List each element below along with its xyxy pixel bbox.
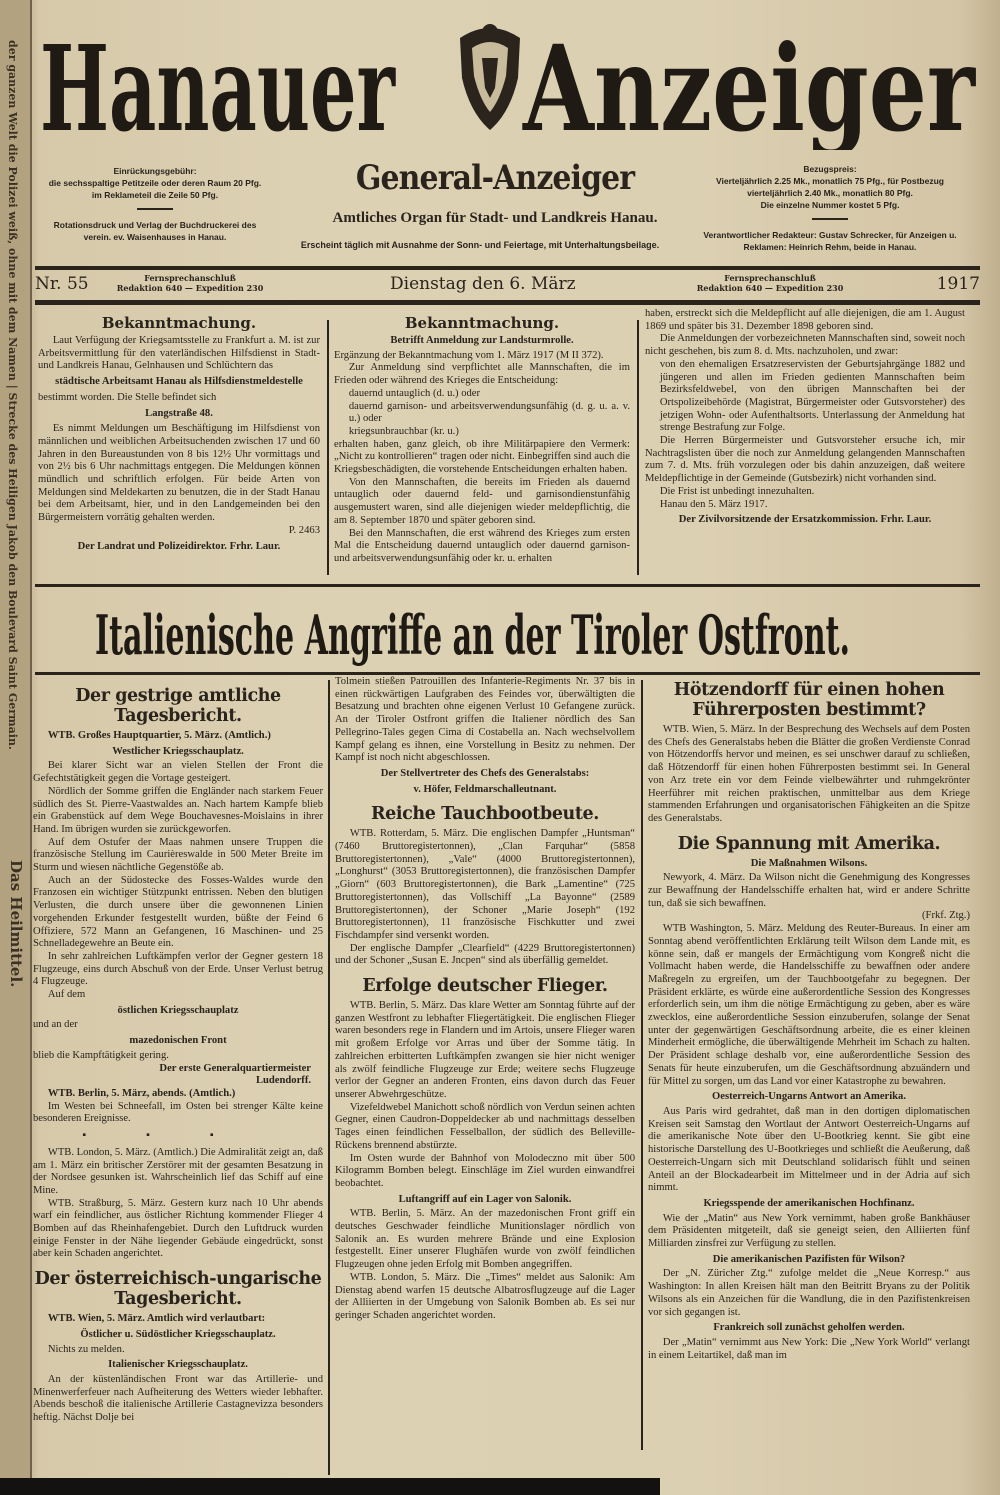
dateline-rule [35,300,980,305]
paragraph: WTB. Straßburg, 5. März. Gestern kurz nach 10 Uhr abends warf ein feindlicher, aus östlicher Richtung kommender Flieger 4 Bomben auf das Rheinhafengebiet. Durch den Luftdruck wurden einige Fenster in der Nähe liegender Gebäude eingedrückt, sonst aber kein Schaden angerichtet. [33,1197,323,1260]
signature: Der Stellvertreter des Chefs des Generalstabs: [380,767,590,779]
notice-right [645,308,965,580]
column-divider [327,320,329,575]
editor-info: Verantwortlicher Redakteur: Gustav Schrecker, für Anzeigen u. Reklamen: Heinrich Rehm, beide in Hanau. [703,230,957,252]
right-aligned-line: P. 2463 [288,524,320,536]
paragraph: In sehr zahlreichen Luftkämpfen verlor der Gegner gestern 18 Flugzeuge, eins durch Abschuß von der Erde. Unser Verlust betrug 4 Flugzeuge. [33,950,323,988]
paragraph: Im Osten wurde der Bahnhof von Molodeczno mit über 500 Kilogramm Bomben belegt. Einschläge im Ziel wurden einwandfrei beobachtet. [335,1152,635,1189]
signature: v. Höfer, Feldmarschalleutnant. [413,783,557,795]
adjacent-page-heading: Das Heilmittel. [7,860,25,988]
dateline [35,272,980,298]
centered-line: Langstraße 48. [145,407,213,419]
paragraph: Bei den Mannschaften, die erst während des Krieges zum ersten Mal die Entscheidung dauernd untauglich oder dauernd garnison- und arbeitsverwendungsunfähig oder kr. u. erhalten [334,527,630,564]
paragraph: Ergänzung der Bekanntmachung vom 1. März 1917 (M II 372). [334,349,604,361]
paragraph: Laut Verfügung der Kriegsamtsstelle zu Frankfurt a. M. ist zur Arbeitsvermittlung für den vaterländischen Hilfsdienst in Stadt- und Landkreis Hanau, Gelnhausen und Schlüchtern das [38,335,320,372]
subheading: Die amerikanischen Pazifisten für Wilson? [712,1253,906,1265]
separator: ▪▪▪ [82,1130,274,1142]
notice-title: Bekanntmachung. [404,314,560,332]
subheading: Oesterreich-Ungarns Antwort an Amerika. [712,1091,906,1103]
main-headline [95,598,855,668]
issue-year: 1917 [936,274,980,294]
article-headline: Erfolge deutscher Flieger. [362,976,608,997]
article-headline: Der österreichisch-ungarische Tagesbericht. [34,1269,322,1310]
paragraph: Der englische Dampfer „Clearfield“ (4229 Bruttoregistertonnen) und der Schoner „Susan E. Jncpen“ sind als überfällig gemeldet. [335,942,635,967]
advertising-rate-line: im Reklameteil die Zeile 50 Pfg. [91,190,219,200]
masthead-rule [35,266,980,270]
divider [812,218,848,220]
dateline-paragraph: WTB. Großes Hauptquartier, 5. März. (Amtlich.) [47,730,271,741]
advertising-rates-box [45,165,265,243]
issue-date: Dienstag den 6. März [390,274,576,294]
subheading: östlichen Kriegsschauplatz [117,1004,239,1016]
paragraph: Im Westen bei Schneefall, im Osten bei strenger Kälte keine besonderen Ereignisse. [33,1100,323,1125]
paragraph: Der „N. Züricher Ztg.“ zufolge meldet die „Neue Korresp.“ aus Washington: In allen Kreisen hält man den Beitritt Bryans zu der Politik Wilsons als ein Anzeichen für die Wandlung, die in den Pazifistenkreisen vor sich gegangen ist. [648,1268,970,1318]
phone-info-right [675,273,865,293]
paragraph: WTB. Wien, 5. März. In der Besprechung des Wechsels auf dem Posten des Chefs des Generalstabs heben die Blätter die großen Verdienste Conrad von Hötzendorffs hervor und meinen, es sei unschwer darauf zu schließen, daß Hötzendorff für einen hohen Führerposten bestimmt sei. In General von Arz trete ein vor dem Feinde vielbewährter und ruhmgekrönter Heerführer mit reichen praktischen, unmittelbar aus dem Kriege stammenden Erfahrungen und organisatorischen Fähigkeiten an die Spitze des Generalstabs. [648,724,970,824]
signature: Der Landrat und Polizeidirektor. Frhr. Laur. [77,540,281,552]
paragraph: Tolmein stießen Patrouillen des Infanterie-Regiments Nr. 37 bis in einen rückwärtigen Laufgraben des Feindes vor, überwältigten die Besatzung und brachten ohne eigenen Verlust 10 Gefangene zurück. An der Tiroler Ostfront griffen die Italiener nördlich des San Pellegrino-Tales gegen Cima di Costabella an. Nach wechselvollem Kampf gelang es ihnen, eine Vorstellung in Besitz zu nehmen. Der Kampf ist noch nicht abgeschlossen. [335,676,635,764]
paragraph: Zur Anmeldung sind verpflichtet alle Mannschaften, die im Frieden oder während des Krieges die Entscheidung: [334,362,630,387]
indented-item: von den ehemaligen Ersatzreservisten der Geburtsjahrgänge 1882 und jüngeren und allen im Frieden gedienten Mannschaften beim Bezirksfeldwebel, von den übrigen Mannschaften bei der Ortspolizeibehörde (Magistrat, Bürgermeister oder Gutsvorsteher) des jetzigen Wohn- oder Aufenthaltsorts. Unterlassung der Anmeldung hat strenge Bestrafung zur Folge. [659,358,965,434]
phone-label: Fernsprechanschluß [144,273,236,283]
subheading: Östlicher u. Südöstlicher Kriegsschauplatz. [80,1328,276,1340]
paragraph: Die Frist ist unbedingt innezuhalten. [659,485,815,497]
subheading: Kriegsspende der amerikanischen Hochfinanz. [703,1197,915,1209]
adjacent-page-text: der ganzen Welt die Polizei weiß, ohne mit dem Namen | Strecke des Heiligen Jakob den Boulevard Saint Germain. [6,40,19,750]
signature: Der Zivilvorsitzende der Ersatzkommission. Frhr. Laur. [678,514,932,526]
single-copy-price: Die einzelne Nummer kostet 5 Pfg. [760,200,900,210]
subheading: mazedonischen Front [129,1035,227,1047]
paragraph: Von den Mannschaften, die bereits im Frieden als dauernd untauglich oder dauernd feld- und garnisondienstunfähig ausgemustert waren, sind alle diejenigen wieder meldepflichtig, die am 8. September 1870 und später geboren sind. [334,476,630,526]
article-headline: Die Spannung mit Amerika. [677,833,941,854]
subheading: Italienischer Kriegsschauplatz. [108,1359,248,1371]
masthead-subtitle: General-Anzeiger [355,158,635,198]
paragraph: WTB. London, 5. März. (Amtlich.) Die Admiralität zeigt an, daß am 1. März ein britischer Zerstörer mit der gesamten Besatzung in der Nordsee gesunken ist. Wahrscheinlich lief das Schiff auf eine Mine. [33,1146,323,1196]
section-rule [35,584,980,587]
dateline-paragraph: WTB. Berlin, 5. März, abends. (Amtlich.) [47,1087,236,1099]
issue-number: Nr. 55 [35,274,89,294]
divider [137,208,173,210]
subheading: Frankreich soll zunächst geholfen werden. [713,1322,905,1334]
masthead-title-left: Hanauer [40,19,397,150]
paragraph: Aus Paris wird gedrahtet, daß man in den dortigen diplomatischen Kreisen seit Samstag den Wortlaut der Antwort Oesterreich-Ungarns auf die amerikanische Note über den U-Bootkrieg kennt. Sie gibt eine historische Darstellung des U-Bootkrieges und schließt die Aeußerung, daß Oesterreich-Ungarn sich mit Deutschland solidarisch fühlt und seinen Anteil an der Blockadearbeit im Mittelmeer und in der Adria auf sich nimmt. [648,1105,970,1194]
column-left [33,678,323,1478]
right-aligned-line: (Frkf. Ztg.) [922,910,970,922]
paragraph: WTB. Berlin, 5. März. An der mazedonischen Front griff ein deutsches Geschwader feindliche Munitionslager nördlich von Salonik an. Es wurden mehrere Brände und eine Explosion festgestellt. Einer unserer Flughäfen wurde von zwölf feindlichen Flugzeugen ohne jeden Erfolg mit Bomben angegriffen. [335,1208,635,1271]
paragraph: Auch an der Südostecke des Fosses-Waldes wurde den Franzosen ein wichtiger Stützpunkt entrissen. Neben den blutigen Verlusten, die durch unsere über die gewonnenen Linien vorgehenden Erkunder festgestellt wurden, büßte der Feind 6 Offiziere, 572 Mann an Gefangenen, 16 Maschinen- und 25 Schnelladegewehre an Beute ein. [33,874,323,950]
phone-info-left [95,273,285,293]
paragraph: Newyork, 4. März. Da Wilson nicht die Genehmigung des Kongresses zur Bewaffnung der Handelsschiffe erhalten hat, wird er andere Schritte tun, daß sie sich bewaffnen. [648,872,970,909]
subscription-price: Vierteljährlich 2.25 Mk., monatlich 75 Pfg., für Postbezug vierteljährlich 2.40 Mk., monatlich 80 Pfg. [716,176,944,198]
paragraph: Der „Matin“ vernimmt aus New York: Die „New York World“ verlangt in einem Leitartikel, daß man im [648,1336,970,1361]
official-organ-line: Amtliches Organ für Stadt- und Landkreis Hanau. [332,210,658,226]
paragraph: An der küstenländischen Front war das Artillerie- und Minenwerferfeuer nach Aufheiterung des Wetters wieder lebhafter. Abends beschoß die italienische Artillerie Castagnevizza besonders heftig. Nächst Dolje bei [33,1373,323,1424]
paragraph: erhalten haben, ganz gleich, ob ihre Militärpapiere den Vermerk: „Nicht zu kontrollieren“ tragen oder nicht. Einbegriffen sind auch die Kriegsbeschädigten, die vorstehende Entscheidungen erhalten haben. [334,438,630,476]
column-divider [328,680,330,1475]
dateline-paragraph: WTB. Wien, 5. März. Amtlich wird verlautbart: [47,1313,266,1325]
notice-title: Bekanntmachung. [101,314,257,332]
article-headline: Hötzendorff für einen hohen Führerposten bestimmt? [673,680,945,720]
subheading: Die Maßnahmen Wilsons. [750,857,868,869]
paragraph: Hanau den 5. März 1917. [659,498,768,510]
article-headline: Reiche Tauchbootbeute. [371,804,599,825]
paragraph: Vizefeldwebel Manichott schoß nördlich von Verdun seinen achten Gegner, einen Caudron-Doppeldecker ab und nachmittags desselben Tages einen feindlichen Fesselballon, der südlich des Belleville-Rückens brennend abstürzte. [335,1101,635,1151]
masthead [35,0,980,150]
paragraph: haben, erstreckt sich die Meldepflicht auf alle diejenigen, die am 1. August 1869 und später bis 31. Dezember 1898 geboren sind. [645,308,965,332]
subscription-box [700,163,960,253]
paragraph: WTB. Rotterdam, 5. März. Die englischen Dampfer „Huntsman“ (7460 Bruttoregistertonnen), „Clan Farquhar“ (5858 Bruttoregistertonnen), „Vale“ (4000 Bruttoregistertonnen), „Longhurst“ (3053 Bruttoregistertonnen), die französischen Dampfer „Giorn“ (603 Bruttoregistertonnen), die Bark „Lamentine“ (725 Bruttoregistertonnen), das Vollschiff „La Bayonne“ (2589 Bruttoregistertonnen), der Schoner „Marie Joseph“ (192 Bruttoregistertonnen), 11 französische Fischkutter und zwei Fischdampfer sind versenkt worden. [335,828,635,941]
indented-item: dauernd untauglich (d. u.) oder [348,387,481,399]
scan-edge [0,1478,660,1495]
paragraph: Nichts zu melden. [47,1343,125,1355]
masthead-title-right: Anzeiger [522,19,977,150]
publication-schedule: Erscheint täglich mit Ausnahme der Sonn- und Feiertage, mit Unterhaltungsbeilage. [300,240,660,250]
indented-item: kriegsunbrauchbar (kr. u.) [348,425,459,437]
paragraph: Auf dem [47,989,86,1001]
column-middle [335,676,635,1446]
column-divider [637,320,639,575]
signature: Der erste Generalquartiermeister [159,1062,311,1074]
paragraph: bestimmt worden. Die Stelle befindet sich [38,391,217,403]
paragraph: Die Anmeldungen der vorbezeichneten Mannschaften sind, soweit noch nicht geschehen, bis zum 8. d. Mts. nachzuholen, und zwar: [645,333,965,358]
indented-item: dauernd garnison- und arbeitsverwendungsunfähig (d. g. u. a. v. u.) oder [348,400,630,425]
paragraph: Nördlich der Somme griffen die Engländer nach starkem Feuer südlich des St. Pierre-Vaastwaldes an. Nach hartem Kampfe blieb ein Grabenstück auf dem Wege Bouchavesnes-Moislains in ihrer Hand. Im übrigen wurden sie zurückgeworfen. [33,785,323,835]
paragraph: WTB. Berlin, 5. März. Das klare Wetter am Sonntag führte auf der ganzen Westfront zu lebhafter Fliegertätigkeit. Die englischen Flieger waren besonders rege in Flandern und im Artois, unsere Flieger waren mit großem Erfolge vor Arras und über der Somme tätig. In zahlreichen erbitterten Luftkämpfen zwangen sie hier nicht weniger als zwölf feindliche Flugzeuge zur Erde; weitere sechs Flugzeuge verlor der Gegner an anderen Fronten, eins davon durch das Feuer unserer Abwehrgeschütze. [335,1000,635,1100]
main-headline-text: Italienische Angriffe an der Tiroler Ostfront. [95,603,850,667]
paragraph: blieb die Kampftätigkeit gering. [33,1049,169,1061]
subheading: Luftangriff auf ein Lager von Salonik. [398,1193,572,1205]
paragraph: Bei klarer Sicht war an vielen Stellen der Front die Gefechtstätigkeit gegen die Vortage gesteigert. [33,760,323,785]
publisher-info: Rotationsdruck und Verlag der Buchdruckerei des verein. ev. Waisenhauses in Hanau. [53,220,257,242]
notice-middle [334,314,630,580]
coat-of-arms-icon [440,18,540,138]
subheading: Betrifft Anmeldung zur Landsturmrolle. [390,335,574,346]
article-headline: Der gestrige amtliche Tagesbericht. [75,686,281,726]
paragraph: WTB. London, 5. März. Die „Times“ meldet aus Salonik: Am Dienstag abend warfen 15 deutsche Albatrosflugzeuge auf die Lager der Alliierten in der Umgebung von Salonik Bomben ab. Es sei nur geringer Schaden angerichtet worden. [335,1271,635,1321]
advertising-rates-heading: Einrückungsgebühr: [113,166,197,176]
subheading: Westlicher Kriegsschauplatz. [112,745,244,757]
centered-line: städtische Arbeitsamt Hanau als Hilfsdienstmeldestelle [55,376,303,388]
paragraph: und an der [33,1019,78,1031]
subscription-heading: Bezugspreis: [803,164,857,174]
phone-label: Fernsprechanschluß [724,273,816,283]
advertising-rate-line: die sechsspaltige Petitzeile oder deren Raum 20 Pfg. [48,178,262,188]
adjacent-page-margin [0,0,32,1495]
phone-numbers: Redaktion 640 — Expedition 230 [116,283,264,293]
column-divider [641,680,643,1450]
paragraph: Es nimmt Meldungen um Beschäftigung im Hilfsdienst von männlichen und weiblichen Arbeitsuchenden zwischen 17 und 60 Jahren in den Bureaustunden von 8 bis 12½ Uhr vormittags und von 2½ bis 6 Uhr nachmittags entgegen. Die Meldungen können mündlich und schriftlich erfolgen. Für beide Arten von Meldungen sind Meldekarten zu benutzen, die in der Stadt Hanau bei dem Arbeitsamt, hier, und in den Landgemeinden bei den Bürgermeistern vorrätig gehalten werden. [38,423,320,524]
column-right [648,672,970,1472]
paragraph: Auf dem Ostufer der Maas nahmen unsere Truppen die französische Stellung im Caurièreswalde in 500 Meter Breite im Sturm und wiesen nächtliche Gegenstöße ab. [33,836,323,874]
paragraph: Die Herren Bürgermeister und Gutsvorsteher ersuche ich, mir Nachtragslisten über die noch zur Anmeldung gelangenden Mannschaften zum 7. d. Mts. früh vorzulegen oder bis dahin anzuzeigen, daß weitere Meldepflichtige in der Gemeinde (Gutsbezirk) nicht vorhanden sind. [645,435,965,485]
notice-left [38,314,320,578]
paragraph: WTB Washington, 5. März. Meldung des Reuter-Bureaus. In einer am Sonntag abend veröffentlichten Erklärung teilt Wilson dem Lande mit, es könne sein, daß er mangels der Ermächtigung vom Kongreß nicht die Vollmacht haben werde, die Handelsschiffe zu bewaffnen oder andere Maßregeln zu ergreifen, um der Tauchbootgefahr zu begegnen. Der Präsident erklärte, es würde eine außerordentliche Session des Kongresses erforderlich sein, um ihm die nötige Ermächtigung zu geben, aber es wäre zwecklos, eine außerordentliche Session einzuberufen, solange der Senat unter der gegenwärtigen Geschäftsordnung arbeite, die es einer kleinen Minderheit ermögliche, die überwältigende Mehrheit im Schach zu halten. Der Präsident schlage deshalb vor, eine außerordentliche Session des Senats für heute einzuberufen, um die Geschäftsordnung abzuändern und für Mittel zu sorgen, um das Land vor einer Katastrophe zu bewahren. [648,923,970,1087]
signature: Ludendorff. [255,1075,311,1087]
paragraph: Wie der „Matin“ aus New York vernimmt, haben große Bankhäuser dem Präsidenten mitgeteilt, daß sie geneigt seien, den Alliierten fünf Milliarden zinsfrei zur Verfügung zu stellen. [648,1212,970,1250]
phone-numbers: Redaktion 640 — Expedition 230 [696,283,844,293]
